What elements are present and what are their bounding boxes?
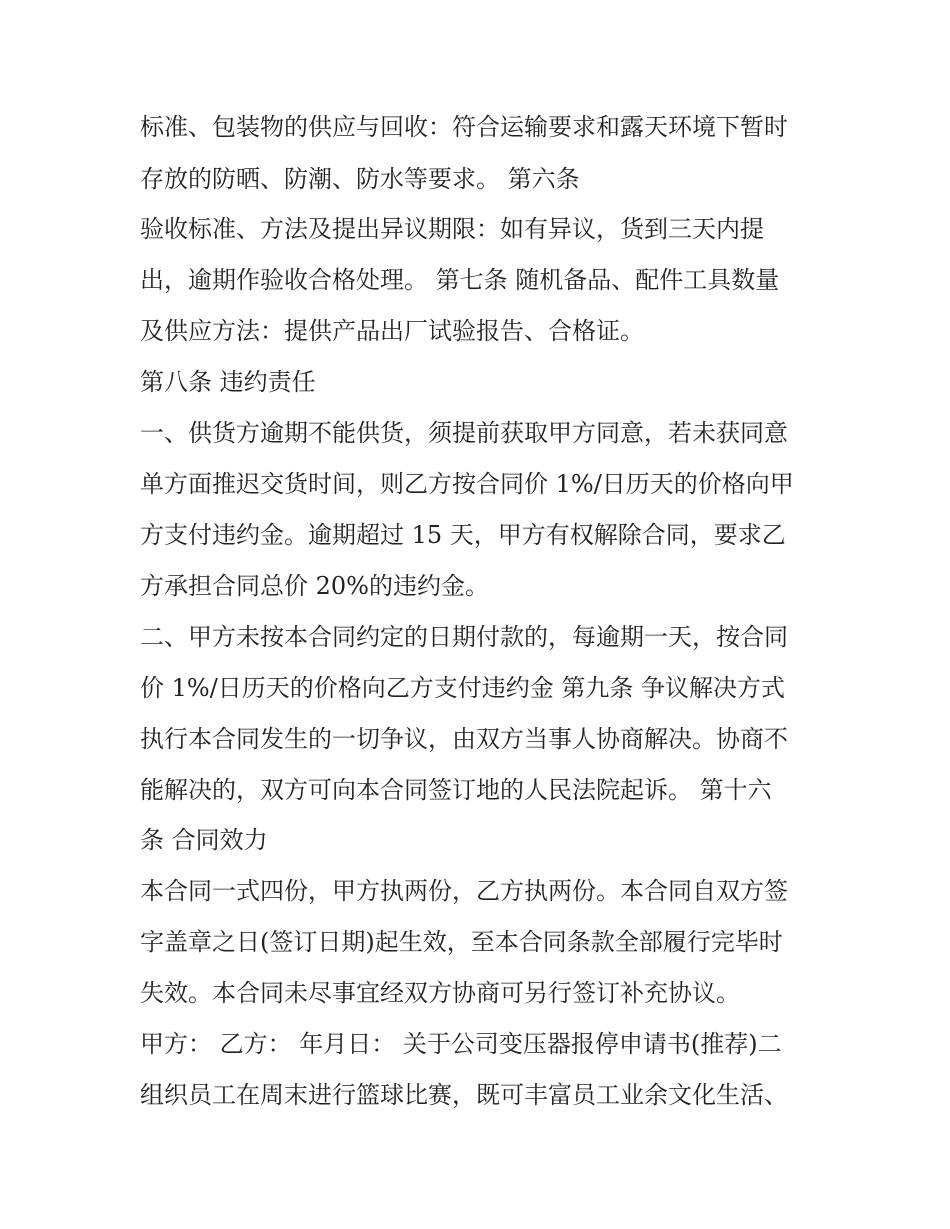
text-line: 一、供货方逾期不能供货，须提前获取甲方同意，若未获同意: [140, 419, 788, 447]
section-heading: 第八条 违约责任: [140, 368, 316, 396]
text-line: 二、甲方未按本合同约定的日期付款的，每逾期一天，按合同: [140, 623, 788, 651]
text-line: 方支付违约金。逾期超过 15 天，甲方有权解除合同，要求乙: [140, 521, 786, 549]
text-line: 存放的防晒、防潮、防水等要求。 第六条: [140, 165, 580, 193]
text-line: 甲方： 乙方： 年月日： 关于公司变压器报停申请书(推荐)二: [140, 1030, 782, 1058]
text-line: 出，逾期作验收合格处理。 第七条 随机备品、配件工具数量: [140, 266, 780, 294]
text-line: 失效。本合同未尽事宜经双方协商可另行签订补充协议。: [140, 979, 740, 1007]
text-line: 执行本合同发生的一切争议，由双方当事人协商解决。协商不: [140, 725, 788, 753]
text-line: 能解决的，双方可向本合同签订地的人民法院起诉。 第十六: [140, 776, 772, 804]
text-line: 本合同一式四份，甲方执两份，乙方执两份。本合同自双方签: [140, 877, 788, 905]
text-line: 价 1%/日历天的价格向乙方支付违约金 第九条 争议解决方式: [140, 674, 786, 702]
text-line: 单方面推迟交货时间，则乙方按合同价 1%/日历天的价格向甲: [140, 470, 794, 498]
text-line: 方承担合同总价 20%的违约金。: [140, 572, 489, 600]
text-line: 标准、包装物的供应与回收：符合运输要求和露天环境下暂时: [140, 113, 788, 141]
text-line: 字盖章之日(签订日期)起生效，至本合同条款全部履行完毕时: [140, 928, 783, 956]
text-line: 组织员工在周末进行篮球比赛，既可丰富员工业余文化生活、: [140, 1081, 788, 1109]
text-line: 条 合同效力: [140, 826, 268, 854]
text-line: 验收标准、方法及提出异议期限：如有异议，货到三天内提: [140, 215, 764, 243]
text-line: 及供应方法：提供产品出厂试验报告、合格证。: [140, 317, 644, 345]
